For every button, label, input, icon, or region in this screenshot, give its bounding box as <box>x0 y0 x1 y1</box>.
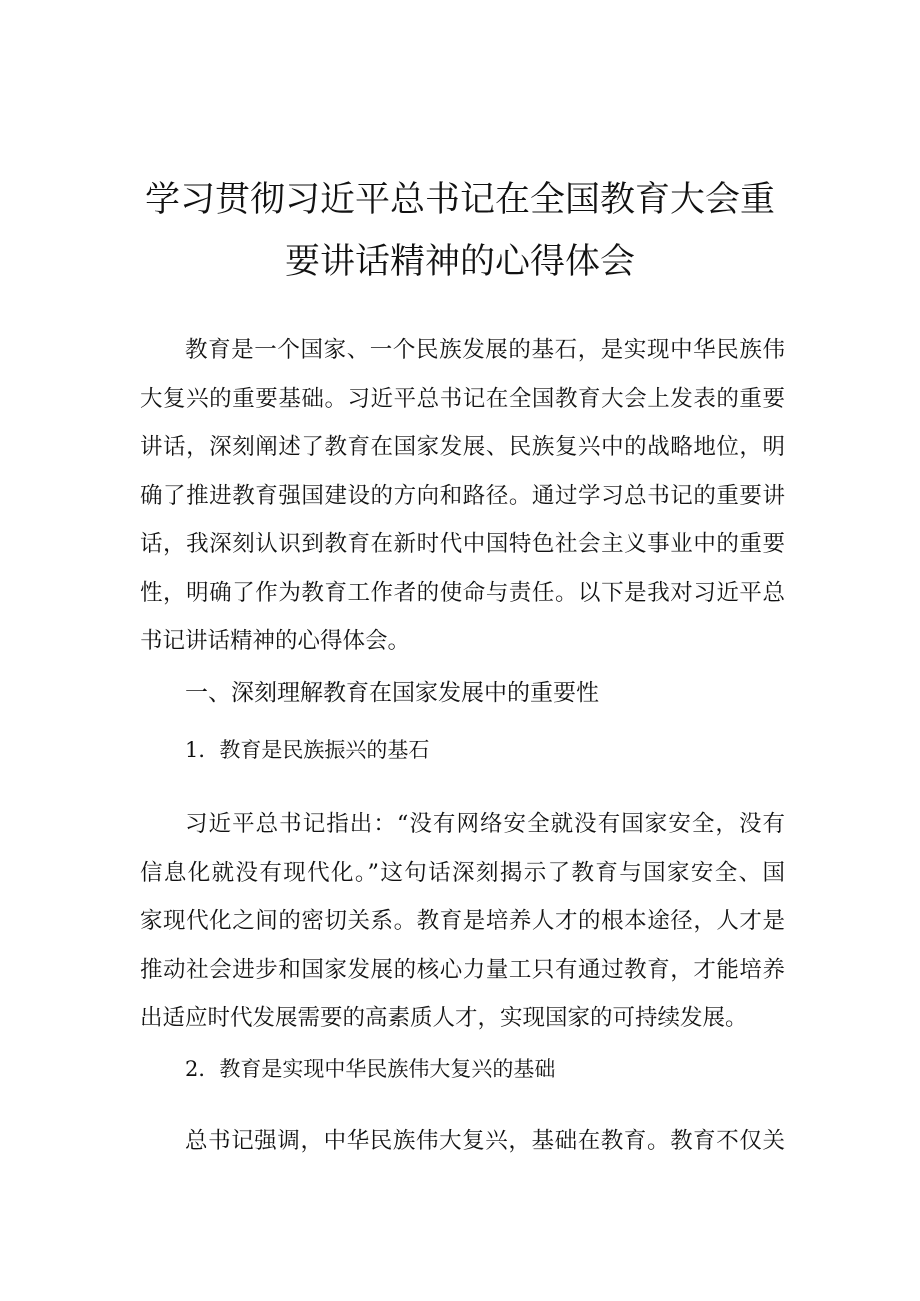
paragraph-section-1-2 <box>140 1117 785 1166</box>
paragraph-line: 总书记强调，中华民族伟大复兴，基础在教育。教育不仅关 <box>185 1128 785 1154</box>
document-title-line-1: 学习贯彻习近平总书记在全国教育大会重 <box>144 180 775 220</box>
paragraph-line: 书记讲话精神的心得体会。 <box>140 628 411 654</box>
paragraph-line: 大复兴的重要基础。习近平总书记在全国教育大会上发表的重要 <box>140 385 785 412</box>
subsection-heading-2: 2．教育是实现中华民族伟大复兴的基础 <box>185 1057 556 1081</box>
paragraph-line: 话，我深刻认识到教育在新时代中国特色社会主义事业中的重要 <box>140 531 785 557</box>
paragraph-line: 确了推进教育强国建设的方向和路径。通过学习总书记的重要讲 <box>140 482 785 509</box>
paragraph-line: 讲话，深刻阐述了教育在国家发展、民族复兴中的战略地位，明 <box>140 434 785 460</box>
paragraph-line: 信息化就没有现代化。”这句话深刻揭示了教育与国家安全、国 <box>140 859 785 886</box>
document-title-line-2: 要讲话精神的心得体会 <box>284 242 635 282</box>
paragraph-line: 家现代化之间的密切关系。教育是培养人才的根本途径，人才是 <box>140 908 785 934</box>
subsection-heading-1: 1．教育是民族振兴的基石 <box>185 738 430 762</box>
paragraph-line: 习近平总书记指出：“没有网络安全就没有国家安全，没有 <box>185 811 785 837</box>
paragraph-line: 出适应时代发展需要的高素质人才，实现国家的可持续发展。 <box>140 1005 748 1031</box>
paragraph-line: 教育是一个国家、一个民族发展的基石，是实现中华民族伟 <box>185 337 785 363</box>
paragraph-line: 性，明确了作为教育工作者的使命与责任。以下是我对习近平总 <box>140 579 785 606</box>
paragraph-section-1-1 <box>140 800 785 1043</box>
section-heading-1: 一、深刻理解教育在国家发展中的重要性 <box>185 680 599 706</box>
paragraph-line: 推动社会进步和国家发展的核心力量工只有通过教育，才能培养 <box>140 956 785 983</box>
paragraph-intro <box>140 326 785 666</box>
